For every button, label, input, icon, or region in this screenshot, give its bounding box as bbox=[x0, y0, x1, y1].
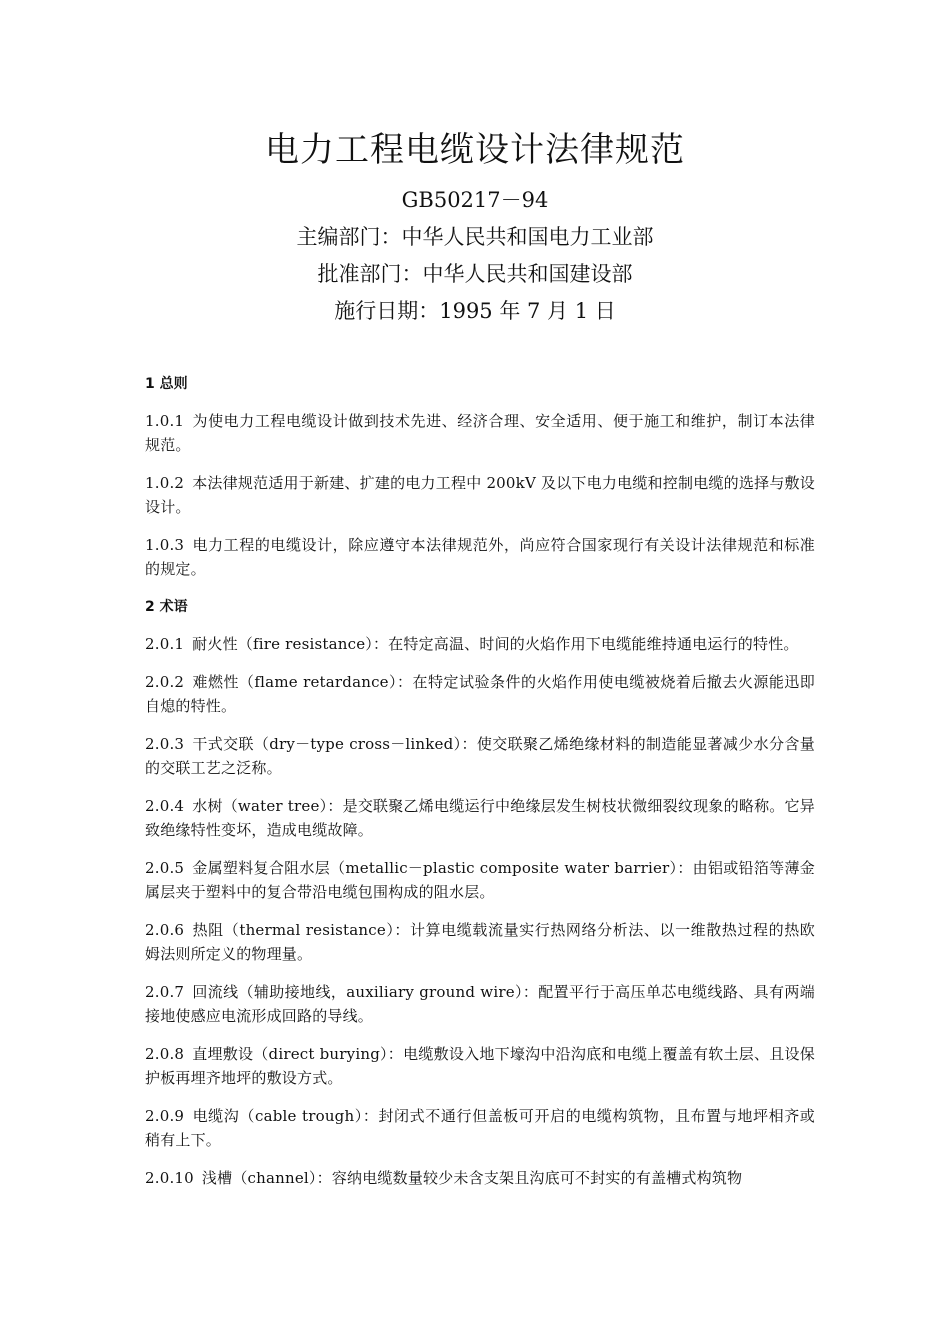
clause-number: 2.0.7 bbox=[145, 983, 185, 1001]
clause bbox=[145, 794, 815, 842]
clause-number: 1.0.3 bbox=[145, 536, 185, 554]
clause-text: 回流线（辅助接地线，auxiliary ground wire）：配置平行于高压单芯电缆线路、具有两端接地使感应电流形成回路的导线。 bbox=[145, 983, 815, 1025]
clause bbox=[145, 856, 815, 904]
clause-number: 1.0.1 bbox=[145, 412, 185, 430]
section-heading: 1 总则 bbox=[145, 376, 188, 392]
section-heading: 2 术语 bbox=[145, 599, 188, 615]
clause bbox=[145, 533, 815, 581]
clause bbox=[145, 918, 815, 966]
clause-text: 直埋敷设（direct burying）：电缆敷设入地下壕沟中沿沟底和电缆上覆盖有软土层、且设保护板再埋齐地坪的敷设方式。 bbox=[145, 1045, 815, 1087]
clause-text: 电缆沟（cable trough）：封闭式不通行但盖板可开启的电缆构筑物，且布置与地坪相齐或稍有上下。 bbox=[145, 1107, 815, 1149]
clause-number: 2.0.10 bbox=[145, 1169, 194, 1187]
clause bbox=[145, 670, 815, 718]
effective-date: 施行日期：1995 年 7 月 1 日 bbox=[334, 299, 616, 323]
clause bbox=[145, 409, 815, 457]
clause bbox=[145, 1104, 815, 1152]
clause bbox=[145, 632, 815, 656]
clause-number: 2.0.9 bbox=[145, 1107, 185, 1125]
clause-text: 金属塑料复合阻水层（metallic－plastic composite water barrier）：由铝或铅箔等薄金属层夹于塑料中的复合带沿电缆包围构成的阻水层。 bbox=[145, 859, 815, 901]
clause-text: 电力工程的电缆设计，除应遵守本法律规范外，尚应符合国家现行有关设计法律规范和标准的规定。 bbox=[145, 536, 815, 578]
clause-text: 为使电力工程电缆设计做到技术先进、经济合理、安全适用、便于施工和维护，制订本法律规范。 bbox=[145, 412, 815, 454]
standard-code: GB50217－94 bbox=[401, 188, 549, 212]
clause-text: 浅槽（channel）：容纳电缆数量较少未含支架且沟底可不封实的有盖槽式构筑物 bbox=[201, 1169, 743, 1187]
clause bbox=[145, 471, 815, 519]
clause-number: 2.0.4 bbox=[145, 797, 185, 815]
clause bbox=[145, 1166, 815, 1190]
approving-department: 批准部门：中华人民共和国建设部 bbox=[317, 262, 633, 286]
clause-text: 难燃性（flame retardance）：在特定试验条件的火焰作用使电缆被烧着后撤去火源能迅即自熄的特性。 bbox=[145, 673, 815, 715]
document-title: 电力工程电缆设计法律规范 bbox=[265, 130, 685, 170]
clause-number: 2.0.8 bbox=[145, 1045, 185, 1063]
clause-text: 耐火性（fire resistance）：在特定高温、时间的火焰作用下电缆能维持通电运行的特性。 bbox=[192, 635, 799, 653]
clause bbox=[145, 732, 815, 780]
clause-number: 2.0.6 bbox=[145, 921, 185, 939]
clause-number: 2.0.1 bbox=[145, 635, 185, 653]
clause-number: 1.0.2 bbox=[145, 474, 185, 492]
clause-number: 2.0.5 bbox=[145, 859, 185, 877]
clause-text: 热阻（thermal resistance）：计算电缆载流量实行热网络分析法、以一维散热过程的热欧姆法则所定义的物理量。 bbox=[145, 921, 815, 963]
clause bbox=[145, 1042, 815, 1090]
editor-department: 主编部门：中华人民共和国电力工业部 bbox=[296, 225, 654, 249]
document-body bbox=[145, 372, 815, 1204]
clause-text: 干式交联（dry－type cross－linked）：使交联聚乙烯绝缘材料的制造能显著减少水分含量的交联工艺之泛称。 bbox=[145, 735, 815, 777]
clause-number: 2.0.2 bbox=[145, 673, 185, 691]
clause-text: 水树（water tree）：是交联聚乙烯电缆运行中绝缘层发生树枝状微细裂纹现象的略称。它异致绝缘特性变坏，造成电缆故障。 bbox=[145, 797, 815, 839]
clause-text: 本法律规范适用于新建、扩建的电力工程中 200kV 及以下电力电缆和控制电缆的选择与敷设设计。 bbox=[145, 474, 815, 516]
clause bbox=[145, 980, 815, 1028]
clause-number: 2.0.3 bbox=[145, 735, 185, 753]
